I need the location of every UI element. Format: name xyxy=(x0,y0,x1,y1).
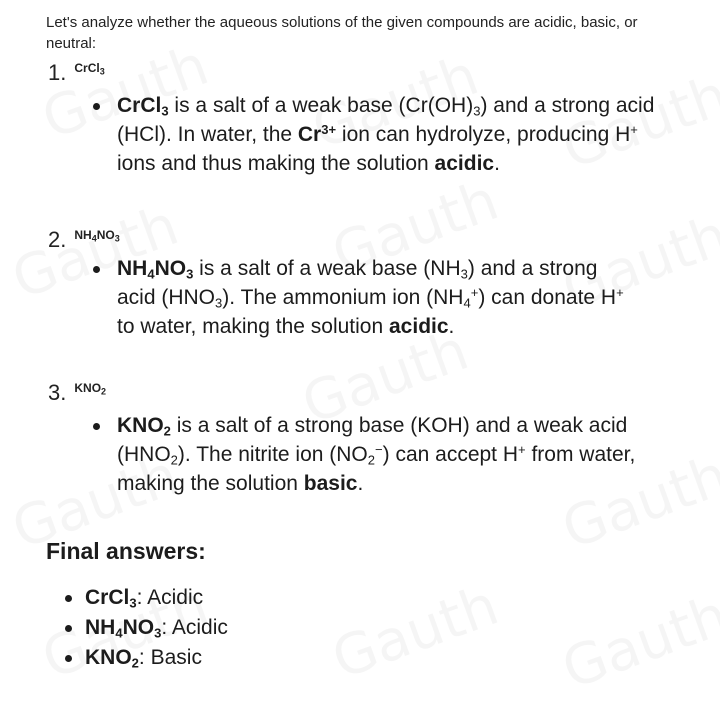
question-formula: $KNO_2$ xyxy=(74,381,107,397)
question-3-explanation: $KNO_2$ is a salt of a strong base (KOH) and a weak acid $(HNO_2)$. The nitrite ion $(NO_2^-)$ can accept H+ from water, making the solution basic. xyxy=(97,411,677,498)
result-acidic: acidic xyxy=(389,315,449,338)
question-formula: $NH_4NO_3$ xyxy=(74,228,120,244)
watermark xyxy=(324,573,507,692)
result-acidic: acidic xyxy=(434,152,495,175)
result-basic: basic xyxy=(303,472,358,495)
question-formula: CrCl$_3$ xyxy=(74,61,105,77)
intro-text: Let's analyze whether the aqueous solutions of the given compounds are acidic, basic, or neutral: xyxy=(46,14,638,52)
question-number: 2. xyxy=(48,227,67,252)
question-number: 1. xyxy=(48,60,67,85)
question-2-heading xyxy=(48,227,120,253)
list-item: $KNO_2$: Basic xyxy=(68,643,228,673)
final-answers-list xyxy=(68,583,228,673)
list-item: CrCl$_3$: Acidic xyxy=(68,583,228,613)
question-number: 3. xyxy=(48,380,67,405)
question-1-explanation: CrCl$_3$ is a salt of a weak base $(Cr(OH)_3)$ and a strong acid (HCl). In water, the $Cr^{3+}$ ion can hydrolyze, producing H+ ions and thus making the solution acidic. xyxy=(97,91,677,178)
question-2-explanation: $NH_4NO_3$ is a salt of a weak base $(NH_3)$ and a strong acid $(HNO_3)$. The ammonium ion $(NH_4^+)$ can donate H+ to water, making the solution acidic. xyxy=(97,254,637,341)
list-item: $NH_4NO_3$: Acidic xyxy=(68,613,228,643)
question-1-heading xyxy=(48,60,105,86)
watermark xyxy=(554,583,720,702)
final-answers-title: Final answers: xyxy=(46,538,206,564)
question-3-heading xyxy=(48,380,106,406)
